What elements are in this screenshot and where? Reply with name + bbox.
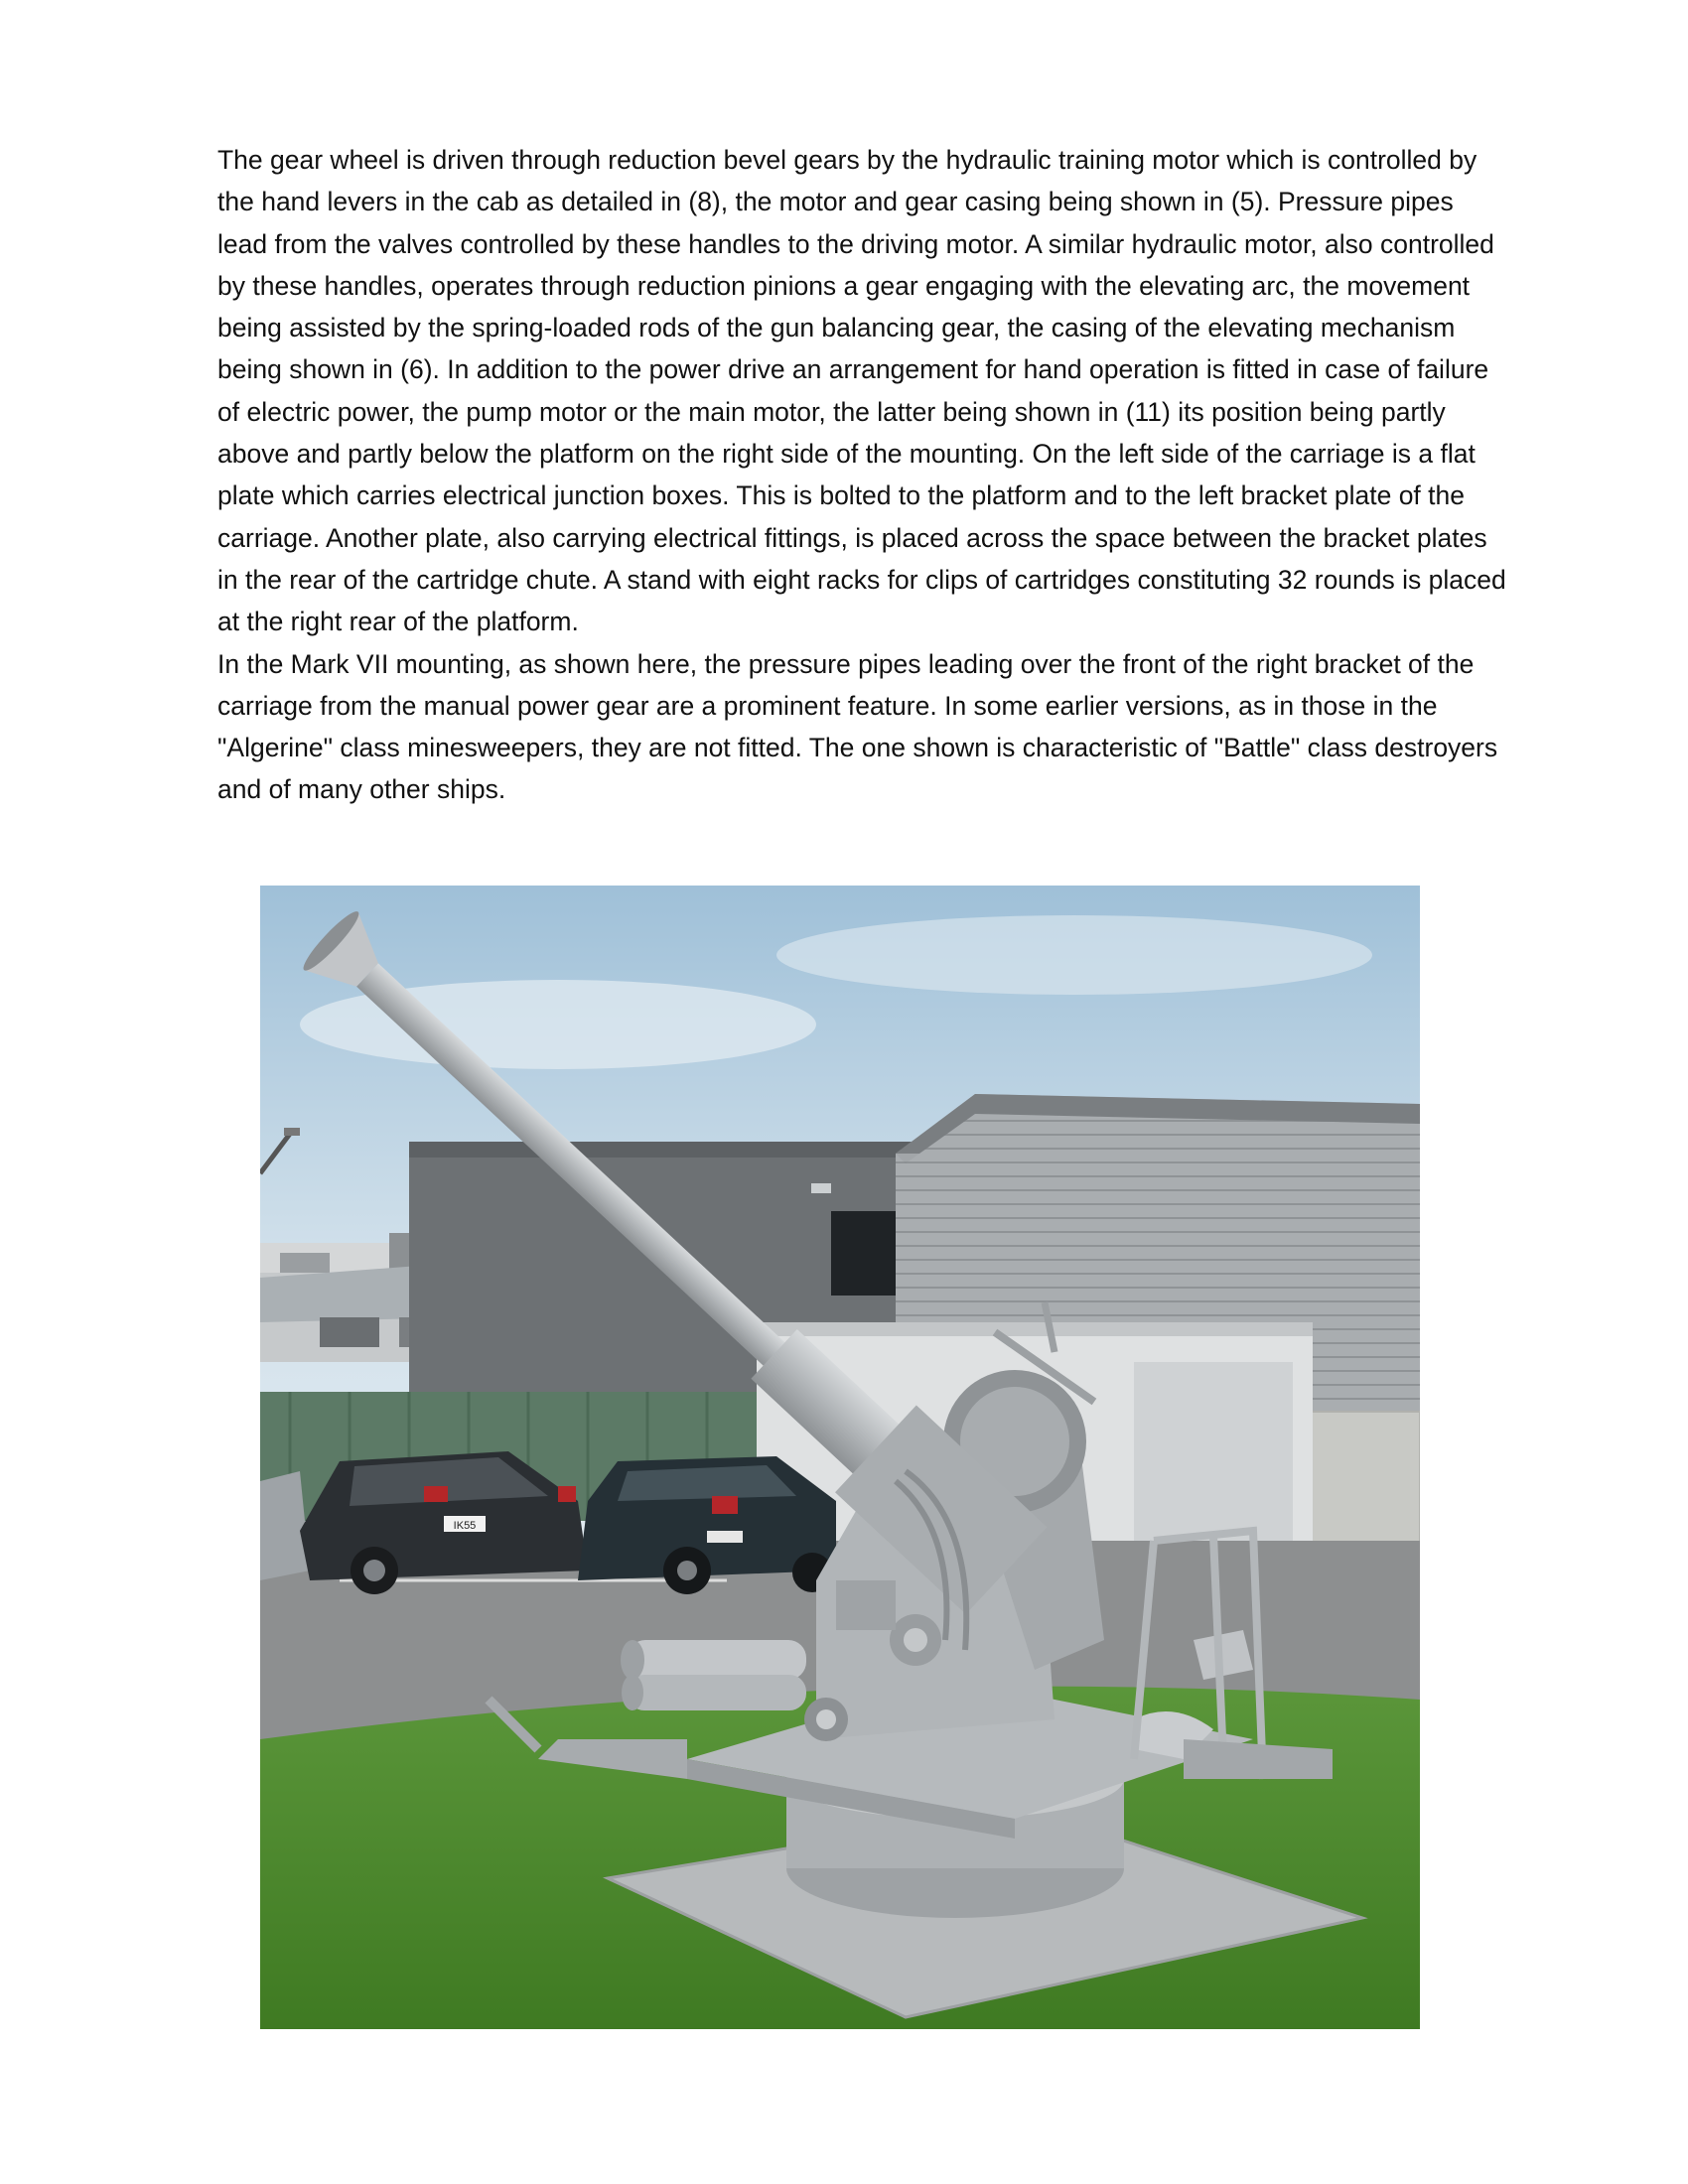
gun-mounting-photo <box>260 886 1420 2029</box>
plate-1: IK55 <box>453 1520 477 1532</box>
body-text <box>217 139 1508 811</box>
paragraph-1: The gear wheel is driven through reduction bevel gears by the hydraulic training motor which is controlled by the hand levers in the cab as detailed in (8), the motor and gear casing being shown in (5). Pressure pipes lead from the valves controlled by these handles to the driving motor. A similar hydraulic motor, also controlled by these handles, operates through reduction pinions a gear engaging with the elevating arc, the movement being assisted by the spring-loaded rods of the gun balancing gear, the casing of the elevating mechanism being shown in (6). In addition to the power drive an arrangement for hand operation is fitted in case of failure of electric power, the pump motor or the main motor, the latter being shown in (11) its position being partly above and partly below the platform on the right side of the mounting. On the left side of the carriage is a flat plate which carries electrical junction boxes. This is bolted to the platform and to the left bracket plate of the carriage. Another plate, also carrying electrical fittings, is placed across the space between the bracket plates in the rear of the cartridge chute. A stand with eight racks for clips of cartridges constituting 32 rounds is placed at the right rear of the platform. <box>217 145 1506 637</box>
paragraph-2: In the Mark VII mounting, as shown here, the pressure pipes leading over the front of the right bracket of the carriage from the manual power gear are a prominent feature. In some earlier versions, as in those in the "Algerine" class minesweepers, they are not fitted. The one shown is characteristic of "Battle" class destroyers and of many other ships. <box>217 648 1498 805</box>
